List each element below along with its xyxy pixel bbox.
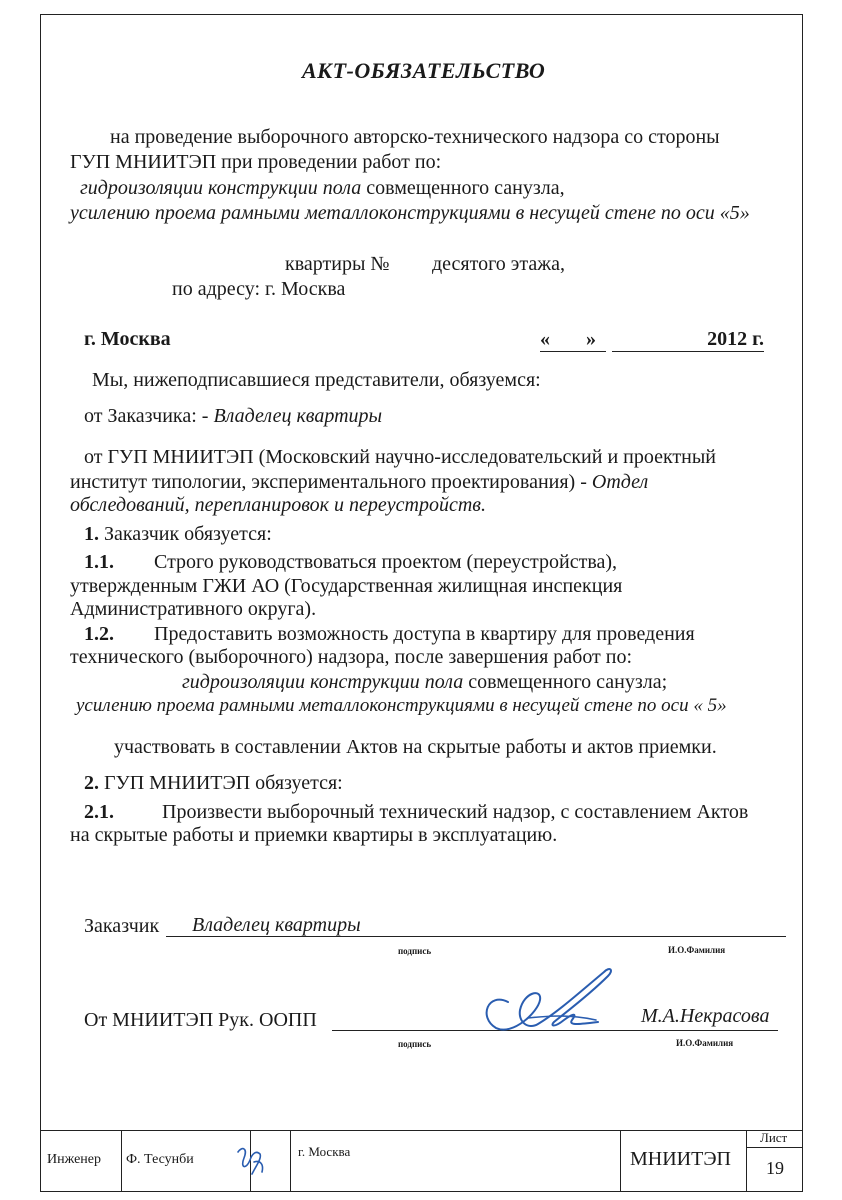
undersigned-line: Мы, нижеподписавшиеся представители, обязуемся: (92, 369, 541, 391)
customer-line-label: от Заказчика: - (84, 405, 209, 427)
item-1-2-work-1-italic: гидроизоляции конструкции пола (182, 671, 464, 693)
item-2-1-line-2: на скрытые работы и приемки квартиры в эксплуатацию. (70, 824, 558, 846)
customer-sign-caption: подпись (398, 946, 432, 956)
item-1-1-line-2: утвержденным ГЖИ АО (Государственная жилищная инспекция (70, 575, 623, 597)
title-block-divider (290, 1131, 291, 1192)
item-2-1-number: 2.1. (84, 801, 114, 823)
work-item-1-italic: гидроизоляции конструкции пола (80, 177, 362, 199)
stamp-name: Ф. Тесунби (126, 1152, 194, 1167)
work-item-1 (80, 177, 565, 200)
section-2-text: ГУП МНИИТЭП обязуется: (104, 772, 343, 794)
handwritten-signature (468, 962, 618, 1036)
section-1-heading (84, 523, 272, 546)
item-1-1-line-3: Административного округа). (70, 598, 317, 620)
mniitep-sign-label: От МНИИТЭП Рук. ООПП (84, 1009, 317, 1031)
stamp-city: г. Москва (298, 1144, 351, 1159)
address-line: по адресу: г. Москва (172, 278, 346, 300)
contractor-dept-start: Отдел (591, 471, 649, 493)
item-1-2-work-1 (182, 671, 667, 694)
stamp-sheet-number: 19 (766, 1158, 784, 1178)
item-1-2-number: 1.2. (84, 623, 114, 645)
customer-line-value: Владелец квартиры (213, 405, 383, 427)
customer-sign-label: Заказчик (84, 915, 160, 937)
contractor-line-2 (70, 471, 648, 494)
apartment-number-label: квартиры № (285, 253, 390, 275)
item-1-2-work-1-tail: совмещенного санузла; (468, 671, 668, 693)
city-label: г. Москва (84, 328, 171, 350)
date-day-field (540, 328, 606, 352)
item-1-2-line-1: Предоставить возможность доступа в квартиру для проведения (154, 623, 695, 645)
engineer-signature (232, 1142, 272, 1180)
intro-line-2: ГУП МНИИТЭП при проведении работ по: (70, 151, 442, 173)
mniitep-sign-caption: подпись (398, 1039, 432, 1049)
title-block-divider (620, 1131, 621, 1192)
section-2-number: 2. (84, 772, 99, 794)
section-1-number: 1. (84, 523, 99, 545)
item-2-1-line-1: Произвести выборочный технический надзор, с составлением Актов (162, 801, 749, 823)
item-1-2-work-2: усилению проема рамными металлоконструкциями в несущей стене по оси « 5» (76, 695, 727, 716)
stamp-role: Инженер (47, 1152, 102, 1167)
stamp-org: МНИИТЭП (630, 1148, 731, 1170)
intro-line-1: на проведение выборочного авторско-технического надзора со стороны (110, 126, 720, 148)
section-1-text: Заказчик обязуется: (104, 523, 272, 545)
date-open-quote: « (540, 328, 550, 350)
contractor-line-3: обследований, перепланировок и переустройств. (70, 494, 486, 516)
customer-line (84, 405, 382, 428)
work-item-1-tail: совмещенного санузла, (366, 177, 565, 199)
date-close-quote: » (586, 328, 596, 350)
mniitep-signer-name: М.А.Некрасова (641, 1005, 770, 1027)
stamp-sheet-label: Лист (760, 1130, 788, 1145)
title-block-divider (746, 1147, 803, 1148)
section-2-heading (84, 772, 343, 795)
customer-sign-value: Владелец квартиры (192, 914, 361, 936)
date-year: 2012 г. (612, 328, 764, 352)
work-item-2: усилению проема рамными металлоконструкциями в несущей стене по оси «5» (70, 202, 750, 224)
item-1-1-line-1: Строго руководствоваться проектом (переустройства), (154, 551, 618, 573)
floor-label: десятого этажа, (432, 253, 565, 275)
mniitep-name-caption: И.О.Фамилия (676, 1038, 734, 1048)
document-title: АКТ-ОБЯЗАТЕЛЬСТВО (302, 58, 546, 83)
title-block-divider (121, 1131, 122, 1192)
contractor-line-1: от ГУП МНИИТЭП (Московский научно-исследовательский и проектный (84, 446, 717, 468)
item-1-1-number: 1.1. (84, 551, 114, 573)
title-block-divider (746, 1131, 747, 1192)
customer-name-caption: И.О.Фамилия (668, 945, 726, 955)
contractor-line-2-text: институт типологии, экспериментального проектирования) - (70, 471, 587, 493)
item-1-2-line-2: технического (выборочного) надзора, после завершения работ по: (70, 646, 633, 668)
item-1-2-tail: участвовать в составлении Актов на скрытые работы и актов приемки. (114, 736, 717, 758)
